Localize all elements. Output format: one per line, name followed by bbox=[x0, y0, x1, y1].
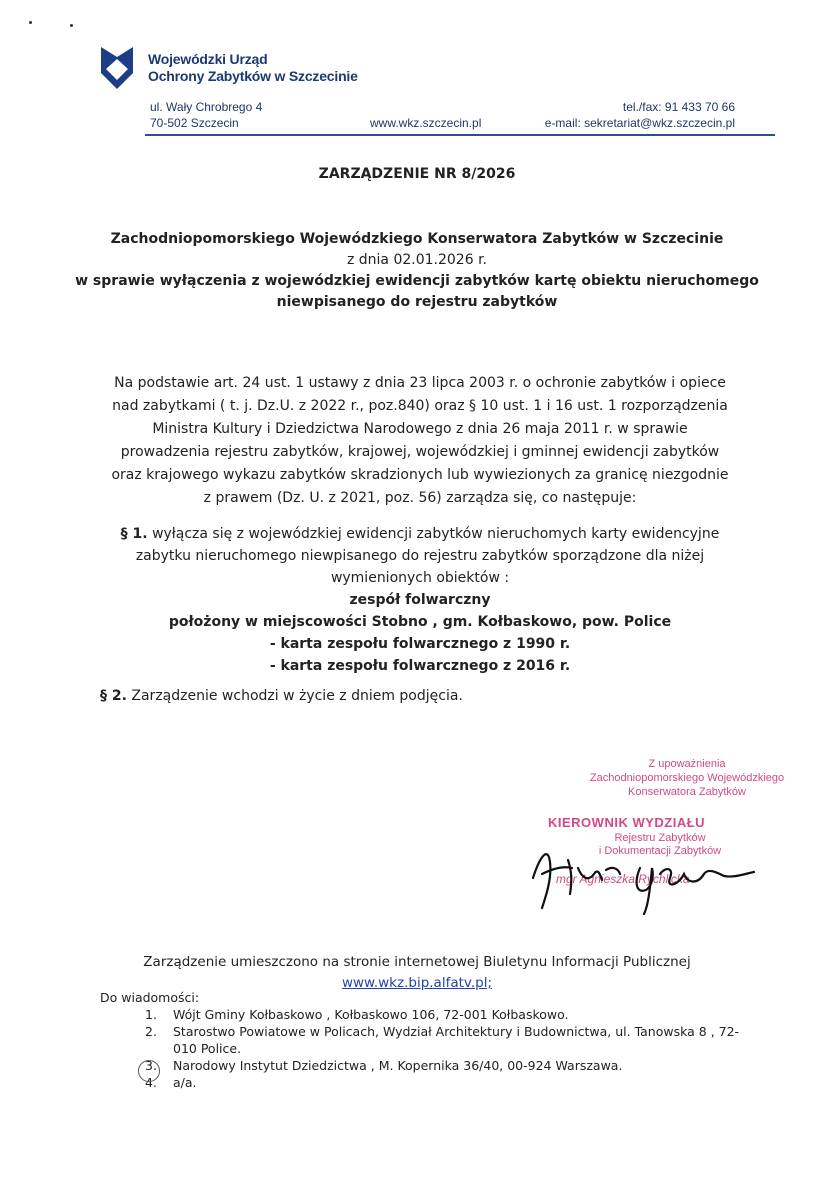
paragraph-2 bbox=[100, 688, 463, 704]
distribution-item bbox=[145, 1057, 755, 1074]
subject-line1: w sprawie wyłączenia z wojewódzkiej ewidencji zabytków kartę obiektu nieruchomego bbox=[75, 273, 759, 289]
distribution-item bbox=[145, 1023, 755, 1057]
email-address[interactable]: e-mail: sekretariat@wkz.szczecin.pl bbox=[544, 116, 735, 130]
paragraph-2-label: § 2. bbox=[100, 688, 127, 704]
distribution-text: Starostwo Powiatowe w Policach, Wydział Architektury i Budownictwa, ul. Tanowska 8 , 72- 010 Police. bbox=[173, 1024, 740, 1056]
authorization-stamp bbox=[552, 757, 822, 799]
address-street: ul. Wały Chrobrego 4 bbox=[150, 100, 263, 114]
phone-fax: tel./fax: 91 433 70 66 bbox=[622, 100, 735, 114]
distribution-text: Wójt Gminy Kołbaskowo , Kołbaskowo 106, 72-001 Kołbaskowo. bbox=[173, 1007, 569, 1022]
publication-note-text: Zarządzenie umieszczono na stronie internetowej Biuletynu Informacji Publicznej bbox=[143, 954, 691, 970]
distribution-item bbox=[145, 1074, 755, 1091]
institution-logo bbox=[101, 47, 133, 89]
institution-name-line1: Wojewódzki Urząd bbox=[148, 51, 268, 67]
paragraph-1-text: wyłącza się z wojewódzkiej ewidencji zabytków nieruchomych karty ewidencyjne zabytku nieruchomego niewpisanego do rejestru zabytków sporządzone dla niżej wymienionych obiektów : bbox=[135, 526, 720, 586]
stamp-position-title: KIEROWNIK WYDZIAŁU bbox=[548, 815, 706, 830]
object-item-card-2016: - karta zespołu folwarcznego z 2016 r. bbox=[269, 658, 571, 674]
stamp-dept-line1: Rejestru Zabytków bbox=[614, 832, 706, 844]
distribution-item bbox=[145, 1006, 755, 1023]
legal-basis-paragraph: Na podstawie art. 24 ust. 1 ustawy z dnia 23 lipca 2003 r. o ochronie zabytków i opiece nad zabytkami ( t. j. Dz.U. z 2022 r., poz.840) oraz § 10 ust. 1 i 16 ust. 1 rozporządzenia Ministra Kultury i Dziedzictwa Narodowego z dnia 26 maja 2011 r. w sprawie prowadzenia rejestru zabytków, krajowej, wojewódzkiej i gminnej ewidencji zabytków oraz krajowego wykazu zabytków skradzionych lub wywiezionych za granicę niezgodnie z prawem (Dz. U. z 2021, poz. 56) zarządza się, co następuje: bbox=[111, 375, 729, 506]
distribution-number: 4. bbox=[145, 1075, 157, 1090]
distribution-list bbox=[145, 1006, 755, 1091]
header-divider bbox=[145, 134, 775, 136]
object-item-card-1990: - karta zespołu folwarcznego z 1990 r. bbox=[269, 636, 571, 652]
paragraph-1-intro bbox=[110, 523, 730, 589]
stamp-auth-line2: Zachodniopomorskiego Wojewódzkiego bbox=[589, 772, 785, 784]
distribution-text: Narodowy Instytut Dziedzictwa , M. Kopernika 36/40, 00-924 Warszawa. bbox=[173, 1058, 623, 1073]
paragraph-1-label: § 1. bbox=[120, 526, 148, 542]
institution-name-line2: Ochrony Zabytków w Szczecinie bbox=[148, 68, 358, 84]
distribution-number: 3. bbox=[145, 1058, 157, 1073]
institution-name bbox=[148, 51, 358, 85]
website-link[interactable]: www.wkz.szczecin.pl bbox=[370, 116, 482, 130]
scan-speck bbox=[29, 21, 32, 24]
issuer-line: Zachodniopomorskiego Wojewódzkiego Konserwatora Zabytków w Szczecinie bbox=[110, 231, 724, 247]
handwritten-circle-mark bbox=[138, 1060, 160, 1082]
object-item-location: położony w miejscowości Stobno , gm. Kołbaskowo, pow. Police bbox=[168, 614, 672, 630]
distribution-number: 1. bbox=[145, 1007, 157, 1022]
address-block bbox=[150, 99, 262, 131]
document-issuer-block bbox=[60, 229, 774, 313]
object-item-complex: zespół folwarczny bbox=[349, 592, 491, 608]
stamp-dept-line2: i Dokumentacji Zabytków bbox=[598, 845, 722, 857]
address-city: 70-502 Szczecin bbox=[150, 116, 239, 130]
bip-link[interactable]: www.wkz.bip.alfatv.pl; bbox=[341, 975, 493, 991]
contact-block bbox=[545, 99, 735, 131]
scan-speck bbox=[70, 24, 73, 27]
document-title: ZARZĄDZENIE NR 8/2026 bbox=[318, 166, 516, 182]
issue-date: z dnia 02.01.2026 r. bbox=[346, 252, 487, 268]
distribution-label: Do wiadomości: bbox=[100, 990, 200, 1005]
subject-line2: niewpisanego do rejestru zabytków bbox=[276, 294, 558, 310]
publication-note bbox=[60, 952, 774, 994]
stamp-auth-line1: Z upoważnienia bbox=[648, 758, 726, 770]
handwritten-signature bbox=[528, 838, 758, 918]
paragraph-2-text: Zarządzenie wchodzi w życie z dniem podjęcia. bbox=[131, 688, 463, 704]
stamp-auth-line3: Konserwatora Zabytków bbox=[628, 786, 746, 798]
paragraph-1 bbox=[110, 523, 730, 677]
distribution-number: 2. bbox=[145, 1024, 157, 1039]
distribution-text: a/a. bbox=[173, 1075, 197, 1090]
stamp-signatory-name: mgr Agnieszka Rychlicka bbox=[556, 872, 690, 886]
